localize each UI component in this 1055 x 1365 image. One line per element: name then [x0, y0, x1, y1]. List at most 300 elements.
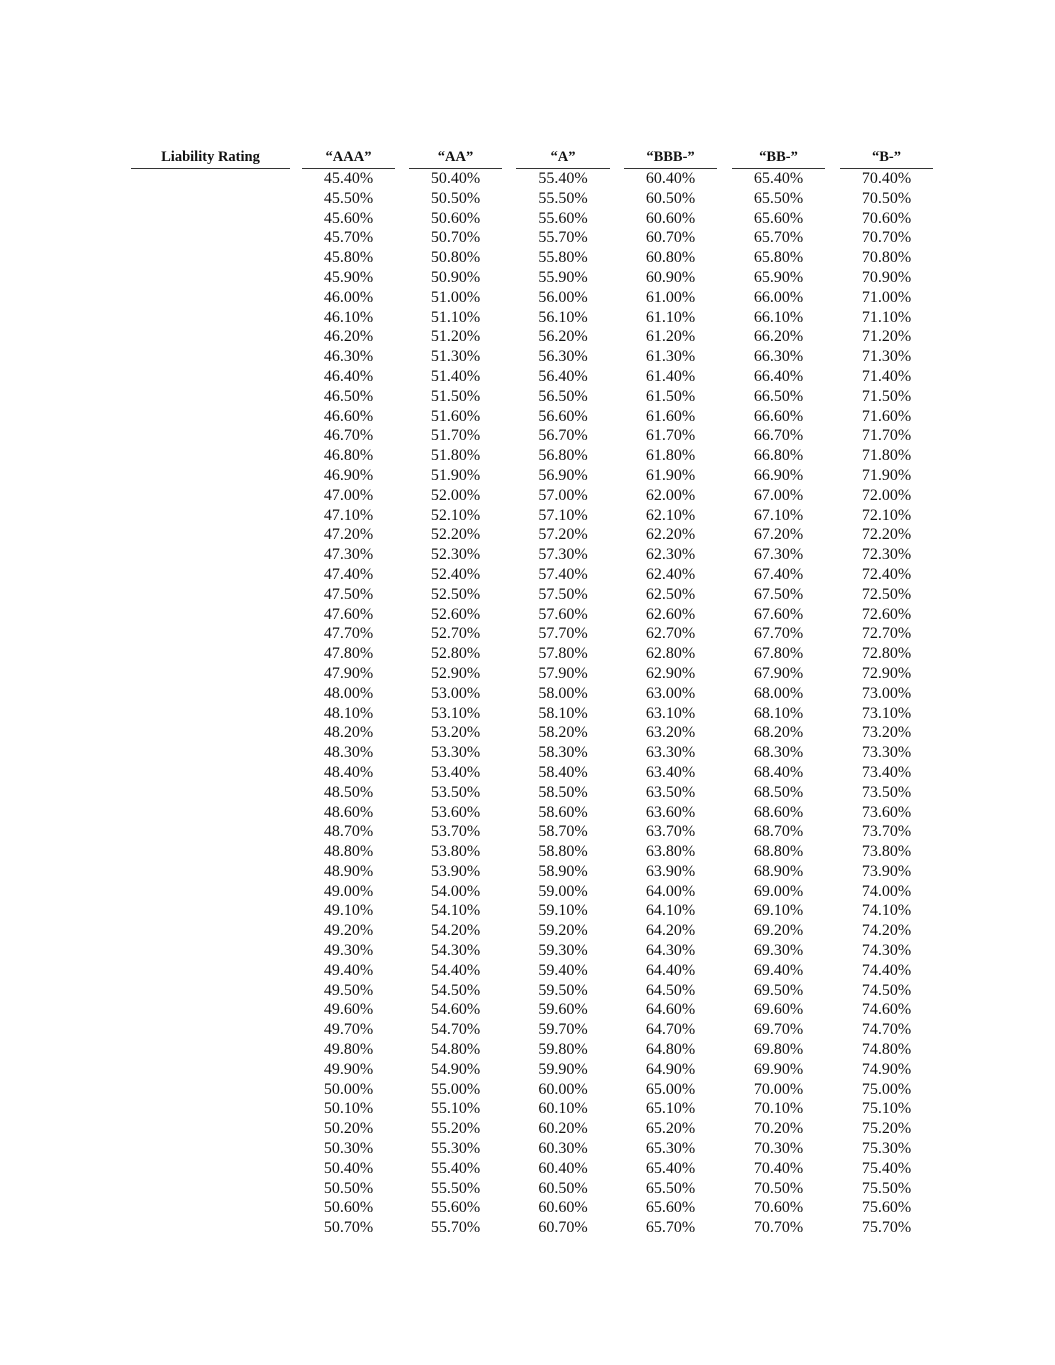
- table-cell: 71.90%: [861, 466, 912, 484]
- table-cell: 54.20%: [430, 922, 481, 940]
- table-cell: 49.60%: [323, 1001, 374, 1019]
- table-cell: 69.30%: [753, 942, 804, 960]
- table-cell: 48.90%: [323, 862, 374, 880]
- table-cell: 59.10%: [538, 902, 588, 920]
- table-cell: 75.10%: [861, 1100, 912, 1118]
- table-cell: 49.90%: [323, 1060, 374, 1078]
- table-cell: 57.00%: [538, 486, 588, 504]
- table-cell: 50.40%: [430, 170, 481, 187]
- table-cell: 67.30%: [753, 546, 804, 564]
- table-cell: 67.40%: [753, 565, 804, 583]
- table-cell: 63.80%: [645, 843, 696, 861]
- table-cell: 68.90%: [753, 862, 804, 880]
- table-cell: 48.30%: [323, 744, 374, 762]
- table-cell: 49.00%: [323, 882, 374, 900]
- table-cell: 70.40%: [753, 1159, 804, 1177]
- table-cell: 68.10%: [753, 704, 804, 722]
- table-cell: 72.50%: [861, 585, 912, 603]
- table-cell: 69.60%: [753, 1001, 804, 1019]
- table-cell: 46.70%: [323, 427, 374, 445]
- table-cell: 69.40%: [753, 961, 804, 979]
- table-cell: 48.40%: [323, 763, 374, 781]
- table-cell: 54.80%: [430, 1041, 481, 1059]
- table-cell: 54.00%: [430, 882, 481, 900]
- table-cell: 66.70%: [753, 427, 804, 445]
- table-cell: 56.90%: [538, 466, 588, 484]
- table-cell: 73.60%: [861, 803, 912, 821]
- table-cell: 45.70%: [323, 229, 374, 247]
- table-cell: 61.50%: [645, 387, 696, 405]
- table-cell: 56.30%: [538, 348, 588, 366]
- header-bb-minus: “BB-”: [732, 148, 825, 169]
- table-cell: 70.60%: [861, 209, 912, 227]
- table-cell: 73.70%: [861, 823, 912, 841]
- table-cell: 72.00%: [861, 486, 912, 504]
- table-cell: 67.20%: [753, 526, 804, 544]
- table-cell: 59.50%: [538, 981, 588, 999]
- table-cell: 72.90%: [861, 664, 912, 682]
- table-cell: 50.80%: [430, 249, 481, 267]
- table-cell: 62.90%: [645, 664, 696, 682]
- table-cell: 65.80%: [753, 249, 804, 267]
- table-cell: 64.50%: [645, 981, 696, 999]
- table-cell: 58.70%: [538, 823, 588, 841]
- table-cell: 58.10%: [538, 704, 588, 722]
- table-cell: 66.10%: [753, 308, 804, 326]
- table-cell: 60.80%: [645, 249, 696, 267]
- table-cell: 65.40%: [753, 170, 804, 187]
- table-cell: 53.60%: [430, 803, 481, 821]
- table-cell: 73.30%: [861, 744, 912, 762]
- table-cell: 60.30%: [538, 1140, 588, 1158]
- table-cell: 67.80%: [753, 645, 804, 663]
- table-cell: 72.10%: [861, 506, 912, 524]
- table-cell: 74.80%: [861, 1041, 912, 1059]
- table-cell: 63.10%: [645, 704, 696, 722]
- table-cell: 50.60%: [430, 209, 481, 227]
- table-cell: 66.80%: [753, 447, 804, 465]
- table-cell: 64.10%: [645, 902, 696, 920]
- table-cell: 68.40%: [753, 763, 804, 781]
- table-cell: 68.50%: [753, 783, 804, 801]
- table-cell: 55.10%: [430, 1100, 481, 1118]
- table-cell: 53.20%: [430, 724, 481, 742]
- table-cell: 47.50%: [323, 585, 374, 603]
- table-cell: 50.50%: [323, 1179, 374, 1197]
- table-cell: 60.50%: [538, 1179, 588, 1197]
- table-cell: 67.70%: [753, 625, 804, 643]
- table-cell: 72.70%: [861, 625, 912, 643]
- table-cell: 52.10%: [430, 506, 481, 524]
- table-cell: 69.10%: [753, 902, 804, 920]
- table-cell: 71.70%: [861, 427, 912, 445]
- table-cell: 52.60%: [430, 605, 481, 623]
- table-cell: 71.60%: [861, 407, 912, 425]
- table-cell: 50.30%: [323, 1140, 374, 1158]
- table-cell: 65.60%: [753, 209, 804, 227]
- table-cell: 59.20%: [538, 922, 588, 940]
- table-cell: 61.00%: [645, 288, 696, 306]
- table-cell: 56.20%: [538, 328, 588, 346]
- table-cell: 55.60%: [538, 209, 588, 227]
- table-cell: 53.00%: [430, 684, 481, 702]
- header-a: “A”: [516, 148, 610, 169]
- table-cell: 69.70%: [753, 1021, 804, 1039]
- table-cell: 73.80%: [861, 843, 912, 861]
- table-cell: 57.80%: [538, 645, 588, 663]
- table-cell: 59.00%: [538, 882, 588, 900]
- table-cell: 64.60%: [645, 1001, 696, 1019]
- table-cell: 46.60%: [323, 407, 374, 425]
- table-cell: 56.80%: [538, 447, 588, 465]
- table-cell: 70.10%: [753, 1100, 804, 1118]
- table-cell: 56.10%: [538, 308, 588, 326]
- table-cell: 52.70%: [430, 625, 481, 643]
- table-cell: 51.80%: [430, 447, 481, 465]
- table-cell: 48.00%: [323, 684, 374, 702]
- table-cell: 60.90%: [645, 268, 696, 286]
- table-cell: 47.10%: [323, 506, 374, 524]
- table-cell: 55.20%: [430, 1120, 481, 1138]
- table-cell: 67.00%: [753, 486, 804, 504]
- table-cell: 68.30%: [753, 744, 804, 762]
- table-cell: 74.10%: [861, 902, 912, 920]
- table-cell: 65.90%: [753, 268, 804, 286]
- table-cell: 71.20%: [861, 328, 912, 346]
- table-cell: 52.80%: [430, 645, 481, 663]
- table-cell: 51.30%: [430, 348, 481, 366]
- table-cell: 61.30%: [645, 348, 696, 366]
- table-cell: 62.50%: [645, 585, 696, 603]
- table-cell: 65.00%: [645, 1080, 696, 1098]
- table-cell: 53.70%: [430, 823, 481, 841]
- table-cell: 75.70%: [861, 1219, 912, 1237]
- table-cell: 70.80%: [861, 249, 912, 267]
- table-cell: 75.00%: [861, 1080, 912, 1098]
- table-cell: 57.40%: [538, 565, 588, 583]
- table-cell: 66.60%: [753, 407, 804, 425]
- table-cell: 66.90%: [753, 466, 804, 484]
- table-cell: 46.20%: [323, 328, 374, 346]
- table-cell: 49.70%: [323, 1021, 374, 1039]
- table-cell: 60.00%: [538, 1080, 588, 1098]
- table-cell: 74.50%: [861, 981, 912, 999]
- table-cell: 56.00%: [538, 288, 588, 306]
- table-cell: 47.00%: [323, 486, 374, 504]
- table-cell: 57.70%: [538, 625, 588, 643]
- table-cell: 60.50%: [645, 189, 696, 207]
- table-cell: 58.80%: [538, 843, 588, 861]
- table-cell: 60.20%: [538, 1120, 588, 1138]
- table-cell: 63.20%: [645, 724, 696, 742]
- table-cell: 63.00%: [645, 684, 696, 702]
- table-cell: 69.20%: [753, 922, 804, 940]
- table-cell: 60.60%: [645, 209, 696, 227]
- table-cell: 74.60%: [861, 1001, 912, 1019]
- table-cell: 61.70%: [645, 427, 696, 445]
- table-cell: 63.40%: [645, 763, 696, 781]
- table-cell: 70.20%: [753, 1120, 804, 1138]
- table-cell: 46.10%: [323, 308, 374, 326]
- table-cell: 67.60%: [753, 605, 804, 623]
- table-cell: 62.60%: [645, 605, 696, 623]
- table-cell: 55.90%: [538, 268, 588, 286]
- table-cell: 62.00%: [645, 486, 696, 504]
- table-cell: 50.00%: [323, 1080, 374, 1098]
- table-cell: 67.10%: [753, 506, 804, 524]
- table-cell: 54.50%: [430, 981, 481, 999]
- table-cell: 73.20%: [861, 724, 912, 742]
- table-cell: 48.10%: [323, 704, 374, 722]
- table-cell: 55.40%: [538, 170, 588, 187]
- table-cell: 73.10%: [861, 704, 912, 722]
- header-bbb-minus: “BBB-”: [624, 148, 717, 169]
- table-cell: 60.10%: [538, 1100, 588, 1118]
- table-cell: 45.50%: [323, 189, 374, 207]
- table-cell: 57.60%: [538, 605, 588, 623]
- table-cell: 55.70%: [430, 1219, 481, 1237]
- table-cell: 62.30%: [645, 546, 696, 564]
- table-cell: 55.50%: [430, 1179, 481, 1197]
- table-cell: 58.40%: [538, 763, 588, 781]
- table-cell: 62.40%: [645, 565, 696, 583]
- table-cell: 49.20%: [323, 922, 374, 940]
- table-cell: 52.00%: [430, 486, 481, 504]
- table-cell: 59.80%: [538, 1041, 588, 1059]
- table-cell: 66.20%: [753, 328, 804, 346]
- table-cell: 65.10%: [645, 1100, 696, 1118]
- table-cell: 51.10%: [430, 308, 481, 326]
- table-cell: 70.70%: [753, 1219, 804, 1237]
- table-cell: 45.80%: [323, 249, 374, 267]
- table-cell: 71.50%: [861, 387, 912, 405]
- table-cell: 65.20%: [645, 1120, 696, 1138]
- table-cell: 64.30%: [645, 942, 696, 960]
- table-cell: 56.70%: [538, 427, 588, 445]
- table-cell: 56.60%: [538, 407, 588, 425]
- table-cell: 72.20%: [861, 526, 912, 544]
- table-cell: 57.90%: [538, 664, 588, 682]
- table-cell: 58.60%: [538, 803, 588, 821]
- table-cell: 74.20%: [861, 922, 912, 940]
- table-cell: 46.40%: [323, 367, 374, 385]
- table-cell: 70.00%: [753, 1080, 804, 1098]
- table-cell: 69.50%: [753, 981, 804, 999]
- table-cell: 71.30%: [861, 348, 912, 366]
- table-cell: 56.50%: [538, 387, 588, 405]
- table-cell: 63.70%: [645, 823, 696, 841]
- table-cell: 52.90%: [430, 664, 481, 682]
- table-cell: 50.10%: [323, 1100, 374, 1118]
- table-cell: 51.70%: [430, 427, 481, 445]
- table-cell: 71.80%: [861, 447, 912, 465]
- table-cell: 72.80%: [861, 645, 912, 663]
- table-cell: 52.40%: [430, 565, 481, 583]
- table-cell: 53.10%: [430, 704, 481, 722]
- table-cell: 53.30%: [430, 744, 481, 762]
- table-cell: 47.80%: [323, 645, 374, 663]
- table-cell: 50.70%: [323, 1219, 374, 1237]
- table-cell: 55.50%: [538, 189, 588, 207]
- table-cell: 53.80%: [430, 843, 481, 861]
- table-cell: 65.60%: [645, 1199, 696, 1217]
- table-cell: 63.90%: [645, 862, 696, 880]
- table-cell: 70.50%: [861, 189, 912, 207]
- table-cell: 66.50%: [753, 387, 804, 405]
- table-cell: 51.50%: [430, 387, 481, 405]
- table-cell: 55.80%: [538, 249, 588, 267]
- table-cell: 68.00%: [753, 684, 804, 702]
- table-cell: 75.60%: [861, 1199, 912, 1217]
- table-cell: 50.60%: [323, 1199, 374, 1217]
- table-cell: 53.40%: [430, 763, 481, 781]
- table-cell: 52.20%: [430, 526, 481, 544]
- table-cell: 54.30%: [430, 942, 481, 960]
- table-cell: 65.70%: [645, 1219, 696, 1237]
- table-cell: 64.00%: [645, 882, 696, 900]
- table-cell: 51.90%: [430, 466, 481, 484]
- table-cell: 71.40%: [861, 367, 912, 385]
- table-cell: 68.60%: [753, 803, 804, 821]
- table-cell: 68.20%: [753, 724, 804, 742]
- header-aa: “AA”: [409, 148, 502, 169]
- header-liability-rating: Liability Rating: [131, 148, 290, 169]
- table-cell: 51.40%: [430, 367, 481, 385]
- table-cell: 59.60%: [538, 1001, 588, 1019]
- table-cell: 51.00%: [430, 288, 481, 306]
- table-cell: 45.60%: [323, 209, 374, 227]
- table-cell: 47.70%: [323, 625, 374, 643]
- table-cell: 47.40%: [323, 565, 374, 583]
- table-cell: 60.60%: [538, 1199, 588, 1217]
- table-cell: 58.30%: [538, 744, 588, 762]
- table-cell: 58.20%: [538, 724, 588, 742]
- table-cell: 72.30%: [861, 546, 912, 564]
- table-cell: 46.30%: [323, 348, 374, 366]
- table-cell: 74.30%: [861, 942, 912, 960]
- table-cell: 50.50%: [430, 189, 481, 207]
- table-cell: 65.50%: [753, 189, 804, 207]
- table-cell: 66.40%: [753, 367, 804, 385]
- table-cell: 69.80%: [753, 1041, 804, 1059]
- table-cell: 64.40%: [645, 961, 696, 979]
- table-cell: 46.00%: [323, 288, 374, 306]
- table-cell: 59.30%: [538, 942, 588, 960]
- table-cell: 49.50%: [323, 981, 374, 999]
- table-cell: 64.90%: [645, 1060, 696, 1078]
- table-cell: 62.70%: [645, 625, 696, 643]
- table-cell: 55.60%: [430, 1199, 481, 1217]
- table-cell: 68.70%: [753, 823, 804, 841]
- table-cell: 48.20%: [323, 724, 374, 742]
- table-cell: 64.70%: [645, 1021, 696, 1039]
- table-cell: 69.00%: [753, 882, 804, 900]
- table-cell: 58.00%: [538, 684, 588, 702]
- table-cell: 71.00%: [861, 288, 912, 306]
- table-cell: 75.30%: [861, 1140, 912, 1158]
- table-cell: 68.80%: [753, 843, 804, 861]
- table-cell: 64.80%: [645, 1041, 696, 1059]
- table-cell: 47.30%: [323, 546, 374, 564]
- table-cell: 74.40%: [861, 961, 912, 979]
- table-cell: 66.30%: [753, 348, 804, 366]
- table-cell: 46.80%: [323, 447, 374, 465]
- table-cell: 70.50%: [753, 1179, 804, 1197]
- table-cell: 55.30%: [430, 1140, 481, 1158]
- table-cell: 60.70%: [645, 229, 696, 247]
- table-cell: 62.20%: [645, 526, 696, 544]
- table-cell: 73.00%: [861, 684, 912, 702]
- table-cell: 63.50%: [645, 783, 696, 801]
- table-cell: 66.00%: [753, 288, 804, 306]
- table-cell: 57.20%: [538, 526, 588, 544]
- table-cell: 54.10%: [430, 902, 481, 920]
- header-b-minus: “B-”: [840, 148, 933, 169]
- table-cell: 61.80%: [645, 447, 696, 465]
- table-cell: 75.20%: [861, 1120, 912, 1138]
- table-cell: 45.40%: [323, 170, 374, 187]
- table-cell: 69.90%: [753, 1060, 804, 1078]
- table-cell: 60.40%: [645, 170, 696, 187]
- table-cell: 67.90%: [753, 664, 804, 682]
- table-cell: 73.40%: [861, 763, 912, 781]
- table-cell: 58.50%: [538, 783, 588, 801]
- table-cell: 60.40%: [538, 1159, 588, 1177]
- table-cell: 65.40%: [645, 1159, 696, 1177]
- table-cell: 48.50%: [323, 783, 374, 801]
- table-cell: 48.80%: [323, 843, 374, 861]
- table-cell: 59.70%: [538, 1021, 588, 1039]
- table-cell: 49.10%: [323, 902, 374, 920]
- table-cell: 53.50%: [430, 783, 481, 801]
- table-cell: 52.30%: [430, 546, 481, 564]
- table-cell: 63.60%: [645, 803, 696, 821]
- table-cell: 48.60%: [323, 803, 374, 821]
- table-cell: 58.90%: [538, 862, 588, 880]
- table-cell: 60.70%: [538, 1219, 588, 1237]
- table-cell: 50.20%: [323, 1120, 374, 1138]
- table-cell: 74.00%: [861, 882, 912, 900]
- table-cell: 70.70%: [861, 229, 912, 247]
- table-cell: 54.60%: [430, 1001, 481, 1019]
- table-cell: 57.30%: [538, 546, 588, 564]
- table-cell: 54.90%: [430, 1060, 481, 1078]
- table-cell: 54.40%: [430, 961, 481, 979]
- table-cell: 49.80%: [323, 1041, 374, 1059]
- table-cell: 65.30%: [645, 1140, 696, 1158]
- table-cell: 70.30%: [753, 1140, 804, 1158]
- table-cell: 49.30%: [323, 942, 374, 960]
- table-cell: 47.60%: [323, 605, 374, 623]
- table-cell: 62.80%: [645, 645, 696, 663]
- table-cell: 50.70%: [430, 229, 481, 247]
- table-cell: 74.70%: [861, 1021, 912, 1039]
- table-cell: 46.50%: [323, 387, 374, 405]
- table-cell: 46.90%: [323, 466, 374, 484]
- table-cell: 52.50%: [430, 585, 481, 603]
- table-cell: 73.90%: [861, 862, 912, 880]
- table-cell: 65.70%: [753, 229, 804, 247]
- table-cell: 55.70%: [538, 229, 588, 247]
- table-cell: 59.90%: [538, 1060, 588, 1078]
- table-cell: 72.60%: [861, 605, 912, 623]
- table-cell: 45.90%: [323, 268, 374, 286]
- table-cell: 61.20%: [645, 328, 696, 346]
- table-cell: 70.90%: [861, 268, 912, 286]
- table-cell: 55.40%: [430, 1159, 481, 1177]
- table-cell: 61.90%: [645, 466, 696, 484]
- table-cell: 62.10%: [645, 506, 696, 524]
